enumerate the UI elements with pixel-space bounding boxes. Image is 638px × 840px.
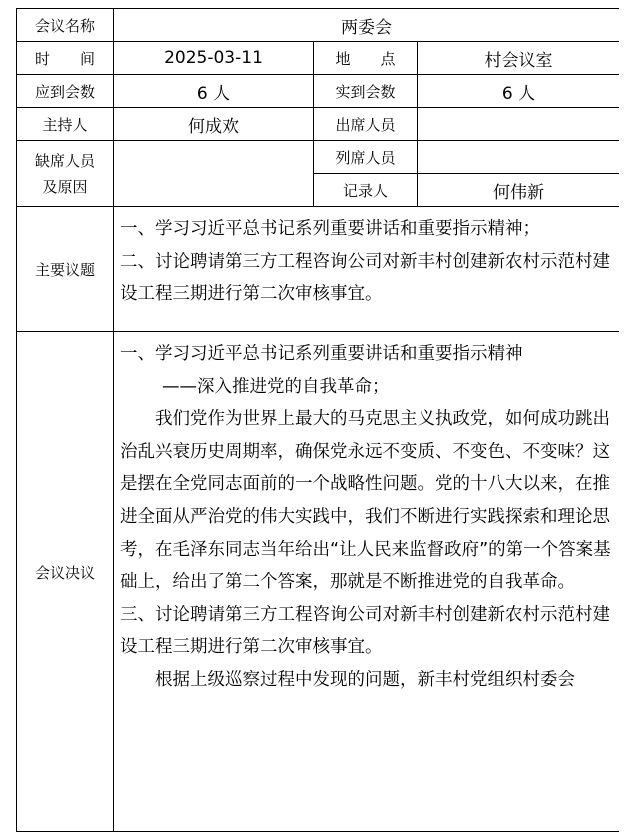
meeting-record-form [16, 8, 619, 840]
expected-value: 6 人 [114, 75, 314, 108]
row-meeting-name [17, 9, 620, 42]
row-resolutions [17, 332, 620, 832]
resolutions-label: 会议决议 [17, 332, 114, 832]
attendees-label: 出席人员 [314, 108, 418, 141]
host-value: 何成欢 [114, 108, 314, 141]
row-host-attendees [17, 108, 620, 141]
absent-label-line2: 及原因 [42, 177, 88, 196]
absent-value [114, 141, 314, 207]
resolution-item1-body: 我们党作为世界上最大的马克思主义执政党，如何成功跳出治乱兴衰历史周期率，确保党永远不变质、不变色、不变味？这是摆在全党同志面前的一个战略性问题。党的十八大以来，在推进全面从严治党的伟大实践中，我们不断进行实践探索和理论思考，在毛泽东同志当年给出“让人民来监督政府”的第一个答案基础上，给出了第二个答案，那就是不断推进党的自我革命。 [120, 409, 611, 593]
observers-value [418, 141, 620, 174]
place-label: 地 点 [314, 42, 418, 75]
absent-label [17, 141, 114, 207]
attendees-value [418, 108, 620, 141]
actual-value: 6 人 [418, 75, 620, 108]
resolution-item3-body: 根据上级巡察过程中发现的问题，新丰村党组织村委会 [155, 669, 575, 690]
topic-item-2: 二、讨论聘请第三方工程咨询公司对新丰村创建新农村示范村建设工程三期进行第二次审核事宜。 [120, 251, 610, 305]
expected-label: 应到会数 [17, 75, 114, 108]
resolution-item1-subtitle: ——深入推进党的自我革命； [162, 376, 390, 397]
meeting-record-table [16, 8, 619, 832]
recorder-value: 何伟新 [418, 174, 620, 207]
actual-label: 实到会数 [314, 75, 418, 108]
row-time-place [17, 42, 620, 75]
time-label: 时 间 [17, 42, 114, 75]
absent-label-line1: 缺席人员 [34, 151, 95, 170]
topics-label: 主要议题 [17, 207, 114, 332]
row-absent-observers [17, 141, 620, 174]
topics-content [114, 207, 620, 332]
meeting-name-label: 会议名称 [17, 9, 114, 42]
resolutions-content [114, 332, 620, 832]
time-value: 2025-03-11 [114, 42, 314, 75]
place-value: 村会议室 [418, 42, 620, 75]
meeting-name-value: 两委会 [114, 9, 620, 42]
row-topics [17, 207, 620, 332]
resolution-item1-heading: 一、学习习近平总书记系列重要讲话和重要指示精神 [120, 344, 523, 364]
topic-item-1: 一、学习习近平总书记系列重要讲话和重要指示精神； [120, 219, 540, 239]
observers-label: 列席人员 [314, 141, 418, 174]
resolution-item3-heading: 三、讨论聘请第三方工程咨询公司对新丰村创建新农村示范村建设工程三期进行第二次审核事宜。 [120, 604, 610, 658]
host-label: 主持人 [17, 108, 114, 141]
recorder-label: 记录人 [314, 174, 418, 207]
row-attendance-count [17, 75, 620, 108]
